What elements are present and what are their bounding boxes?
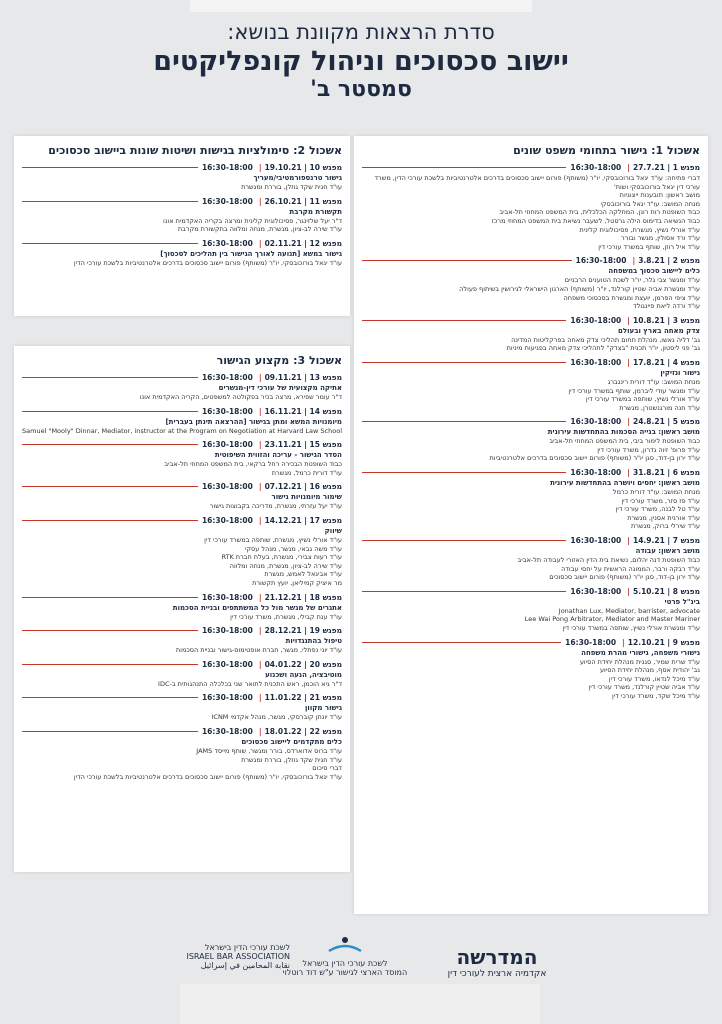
divider-line <box>22 731 198 732</box>
session-title: כלים מתקדמים ליישוב סכסוכים <box>241 737 342 746</box>
session-title: גישורי משפחה, גישורי מהרת משפחה <box>581 648 700 657</box>
session-speaker: מנחה המושב: עו"ד יגאל בורוכובסקי <box>600 199 700 208</box>
session-title: אתיקה מקצועית של עורכי דין-מגשרים <box>218 384 342 392</box>
session-speaker: מר איציק קמיליאן, יועץ תקשורת <box>252 578 342 587</box>
mediation-institute-name: לשכת עורכי הדין בישראל <box>302 959 388 968</box>
session-header <box>22 163 342 172</box>
separator: | <box>627 586 630 596</box>
session-time: 16:30-18:00 <box>570 315 622 325</box>
session-time: 16:30-18:00 <box>570 468 622 478</box>
separator: | <box>258 626 262 636</box>
separator: | <box>627 357 630 367</box>
session-speaker: מושב ראשון: תובענות ייצוגיות <box>619 191 700 200</box>
divider-line <box>22 597 198 598</box>
session-speaker: מנחת המושב: עו"ד דורית ריננברג <box>607 377 700 386</box>
session-title: צדק מאחה בארץ ובעולם <box>618 326 700 335</box>
divider-line <box>362 167 566 168</box>
session-number-date: מפגש 7 | 14.9.21 <box>633 536 700 546</box>
divider-line <box>362 540 566 541</box>
cluster-2-title: אשכול 2: סימולציות בגישות ושיטות שונות ביישוב סכסוכים <box>48 144 342 157</box>
separator: | <box>622 637 625 647</box>
session-title: מיומנויות המשא ומתן בגישור [ההרצאה תינתן בעברית] <box>165 417 342 426</box>
session-time: 16:30-18:00 <box>201 626 253 636</box>
separator: | <box>258 592 262 602</box>
separator: | <box>632 256 636 266</box>
session-number-date: מפגש 11 | 26.10.21 <box>264 196 342 206</box>
session-item <box>362 638 700 701</box>
session-item <box>362 417 700 463</box>
cluster-3-title: אשכול 3: מקצוע הגישור <box>216 354 342 367</box>
session-speaker: Lee Wai Pong Arbitrator, Mediator and Master Mariner <box>524 615 700 624</box>
session-time: 16:30-18:00 <box>570 357 622 367</box>
session-number-date: מפגש 4 | 17.8.21 <box>633 357 700 367</box>
session-header <box>22 197 342 206</box>
session-speaker: עו"ד אביגאל לאמש, מגשרת <box>264 570 342 579</box>
session-speaker: עו"ד ורד אסולין, מגשר ובורר <box>621 234 700 243</box>
session-number-date: מפגש 17 | 14.12.21 <box>264 515 342 525</box>
cluster-3-card <box>14 346 350 872</box>
session-header <box>22 593 342 602</box>
session-header <box>362 163 700 172</box>
session-number-date: מפגש 15 | 23.11.21 <box>264 440 342 450</box>
divider-line <box>22 444 198 445</box>
session-speaker: עו"ד ענת קבילי, מגשרת, משרד עורכי דין <box>230 612 342 621</box>
separator: | <box>258 482 262 492</box>
separator: | <box>258 238 262 248</box>
session-speaker: עו"ד ציפי הפרמן, יועצת ומגשרת בסכסוכי משפחה <box>563 293 700 302</box>
session-item <box>22 516 342 588</box>
session-speaker: עו"ד שירה לב-ציון, מגשרת, מנחה ומלווה בתקשורת מקרבת <box>177 225 342 234</box>
session-title: מושב ראשון: עבודה <box>635 547 700 556</box>
session-speaker: עו"ד יונתן קוברסקי, מגשר, מנהל אקדמי ICNM <box>211 713 342 722</box>
semester-label: סמסטר ב' <box>310 77 412 102</box>
session-number-date: מפגש 8 | 5.10.21 <box>633 586 700 596</box>
session-number-date: מפגש 12 | 02.11.21 <box>264 238 342 248</box>
session-speaker: עו"ד יעל עזרתי, מגשרת, מדריכה בקבוצות גישור <box>209 502 342 511</box>
session-header <box>362 468 700 477</box>
session-speaker: עו"ד ברוס אדוארדס, בורר ומגשר, שותף מייסד JAMS <box>196 746 342 755</box>
separator: | <box>258 515 262 525</box>
session-item <box>22 727 342 781</box>
divider-line <box>362 421 566 422</box>
session-number-date: מפגש 9 | 12.10.21 <box>627 637 700 647</box>
session-speaker: עו"ד אורלי נשיץ, מגשרת, שותפה במשרד עורכי דין <box>204 535 342 544</box>
session-title: טיפול בהתנגדויות <box>285 637 342 646</box>
session-time: 16:30-18:00 <box>201 515 253 525</box>
session-speaker: עו"ד אביה שטיין קורלנד, משרד עורכי דין <box>588 683 700 692</box>
session-speaker: ד"ר עומר שפירא, מרצה בכיר בפקולטה למשפטים, הקריה האקדמית אונו <box>139 393 342 401</box>
separator: | <box>627 417 630 427</box>
session-header <box>362 536 700 545</box>
session-speaker: עו"ד מיכל לנדאו, משרד עורכי דין <box>608 674 700 683</box>
session-time: 16:30-18:00 <box>201 373 253 382</box>
session-time: 16:30-18:00 <box>201 196 253 206</box>
session-header <box>22 373 342 382</box>
divider-line <box>362 642 561 643</box>
session-title: תקשורת מקרבת <box>289 207 342 216</box>
session-time: 16:30-18:00 <box>201 659 253 669</box>
logos-row <box>0 935 722 985</box>
session-speaker: כבוד השופטת הבכירה רחל ברקאי, בית המשפט המחוזי תל-אביב <box>164 460 342 469</box>
session-speaker: גב' דליה גאשו, מנהלת תחום תהליכי צדק מאחה בפרקליטות המדינה <box>511 335 700 344</box>
divider-line <box>22 697 198 698</box>
session-title: גישור ונזיקין <box>660 368 700 377</box>
divider-line <box>22 486 198 487</box>
session-speaker: עו"ד ומגשרת אורלי נשיץ, שותפה במשרד עורכי דין <box>562 624 700 632</box>
session-speaker: עו"ד אורלי נשיץ, שותפה במשרד עורכי דין <box>585 395 700 404</box>
session-item <box>22 163 342 192</box>
session-speaker: עו"ד אורנית אסנין, מגשרת <box>627 513 700 522</box>
session-item <box>362 163 700 251</box>
divider-line <box>362 260 572 261</box>
session-title: מושב ראשון: בנייה הסכמות בהתחדשות עירונית <box>547 428 700 437</box>
session-title: מושב ראשון: יחסים ויושרה בהתחדשות עירונית <box>550 479 700 488</box>
session-item <box>362 536 700 582</box>
session-speaker: עו"ד שירה לב-ציון, מגשרת, מנחה ומלווה <box>229 561 342 570</box>
session-speaker: עו"ד אורלי נשיץ, מגשרת, פסיכולוגית קלינית <box>579 225 700 234</box>
session-header <box>362 638 700 647</box>
session-header <box>22 440 342 449</box>
session-speaker: כבוד השופטת דנה יהלום, נשיאת בית הדין האזורי לעבודה תל-אביב <box>517 556 700 565</box>
session-item <box>22 593 342 622</box>
session-speaker: גב' יהודית אסף, מנהלת יחידת הסיוע <box>599 666 700 675</box>
divider-line <box>22 411 198 412</box>
divider-line <box>22 520 198 521</box>
session-header <box>22 660 342 669</box>
separator: | <box>627 468 630 478</box>
session-number-date: מפגש 21 | 11.01.22 <box>264 693 342 703</box>
session-speaker: עו"ד משה גבאי, מגשר, מנהל עסקי <box>244 544 342 553</box>
session-item <box>362 587 700 633</box>
divider-line <box>22 630 198 631</box>
session-title: הסדר הגישור - עריכה והזווית השיפוטית <box>214 451 342 460</box>
session-header <box>22 693 342 702</box>
session-time: 16:30-18:00 <box>570 536 622 546</box>
session-speaker: עו"ד רעות צבירי, מגשרת, בעלת חברת RTK <box>221 553 342 562</box>
session-speaker: עו"ד טל לבנה, משרד עורכי דין <box>615 505 700 514</box>
session-header <box>22 626 342 635</box>
session-title: גישור טרנספורמטיבי/מעריך <box>253 174 342 182</box>
session-item <box>22 440 342 477</box>
session-speaker: עו"ד יגאל בורוכובסקי, יו"ר (משותף) פורום יישוב סכסוכים בדרכים אלטרנטיביות בלשכת עורכי הדין <box>73 258 342 267</box>
cluster-1-sessions <box>362 163 700 701</box>
session-title: שימור מיומנויות גישור <box>271 493 342 502</box>
session-header <box>362 256 700 265</box>
session-speaker: עו"ד פרופ' זיוה גדרון, משרד עורכי דין <box>597 445 700 454</box>
session-speaker: עו"ד ומגשר עודי ליברמן, שותף במשרד עורכי דין <box>568 386 700 395</box>
madrasha-subtitle: אקדמיה ארצית לעורכי דין <box>447 969 547 979</box>
top-strip <box>190 0 532 12</box>
session-number-date: מפגש 18 | 21.12.21 <box>264 592 342 602</box>
session-speaker: ד"ר יעל שלזינגר, פסיכולוגית קלינית ומרצה בקריה האקדמית אונו <box>163 216 342 225</box>
session-number-date: מפגש 6 | 31.8.21 <box>633 468 700 478</box>
session-speaker: עו"ד ומגשרת אביה שטיין קורלנד, יו"ר (משותף) הארגון הישראלי לגירושין בשיתוף פעולה <box>459 284 700 293</box>
cluster-1-card <box>354 136 708 914</box>
session-item <box>22 482 342 511</box>
dove-icon <box>325 935 365 957</box>
session-header <box>22 516 342 525</box>
separator: | <box>258 163 262 172</box>
session-speaker: עו"ד ורדה ליאת פיינגולד <box>633 302 700 311</box>
session-item <box>362 468 700 531</box>
session-speaker: עו"ד דורית כרמל, מגשרת <box>271 468 342 477</box>
session-item <box>22 197 342 234</box>
session-header <box>22 407 342 416</box>
divider-line <box>362 472 566 473</box>
separator: | <box>258 196 262 206</box>
session-number-date: מפגש 3 | 10.8.21 <box>633 315 700 325</box>
session-speaker: כבוד הנשיאה בדימוס הילה גרסטל, לשעבר נשיאת בית המשפט המחוזי מרכז <box>491 216 700 225</box>
bar-association-ar: نقابة المحامين في إسرائيل <box>200 961 290 970</box>
session-speaker: עו"ד רבקה ורבר, הממונה הראשית על יחסי עבודה <box>561 564 700 573</box>
session-speaker: עו"ד שירלי ברוק, מגשרת <box>631 522 700 531</box>
session-time: 16:30-18:00 <box>201 238 253 248</box>
session-item <box>362 256 700 310</box>
separator: | <box>258 659 262 669</box>
divider-line <box>22 167 198 168</box>
session-speaker: עו"ד ירון בן-דוד, סגן יו"ר (משותף) פורום יישוב סכסוכים <box>549 573 700 582</box>
session-title: גישור במשא [תנועה לאורך הגישור בין תהליכים לסכסוך] <box>160 249 342 258</box>
session-item <box>22 239 342 268</box>
session-header <box>22 239 342 248</box>
session-speaker: דברי פתיחה: עו"ד יגאל בורוכובסקי, יו"ר (משותף) פורום יישוב סכסוכים בדרכים אלטרנטיביות בלשכת עורכי הדין, משרד עורכי דין יגאל בורוכובסקי ושות' <box>374 174 700 191</box>
madrasha-logo <box>432 945 562 979</box>
session-speaker: עו"ד יוני נפתלי, מגשר, חברת אופטימוס-גישור ובניית הסכמות <box>175 646 342 655</box>
session-speaker: מנחת המושב: עו"ד דורית כרמל <box>612 488 700 497</box>
session-speaker: דברי סיכום <box>312 764 342 773</box>
session-speaker: עו"ד פז סזר, משרד עורכי דין <box>621 496 700 505</box>
session-item <box>362 358 700 412</box>
session-time: 16:30-18:00 <box>201 693 253 703</box>
page-title: יישוב סכסוכים וניהול קונפליקטים <box>153 46 569 77</box>
divider-line <box>362 320 566 321</box>
session-speaker: כבוד השופטת לימור ביבי, בית המשפט המחוזי תל-אביב <box>549 437 700 446</box>
session-time: 16:30-18:00 <box>201 482 253 492</box>
session-item <box>22 373 342 402</box>
session-title: אתגרים של מגשר מול כל המשתתפים ובניית הסכמות <box>172 603 342 612</box>
session-title: כלים ליישוב סכסוך במשפחה <box>608 267 700 276</box>
session-number-date: מפגש 19 | 28.12.21 <box>264 626 342 636</box>
session-header <box>362 417 700 426</box>
session-speaker: ד"ר גיא הוכמן, ראש התכנית לתואר שני בכלכלה התנהגותית ב-IDC <box>158 679 342 688</box>
session-item <box>22 626 342 655</box>
session-speaker: עו"ד יגאל בורוכובסקי, יו"ר (משותף) פורום יישוב סכסוכים בדרכים אלטרנטיביות בלשכת עורכי הדין <box>73 772 342 781</box>
cluster-1-title: אשכול 1: גישור בתחומי משפט שונים <box>513 144 700 157</box>
session-header <box>362 316 700 325</box>
divider-line <box>362 362 566 363</box>
session-time: 16:30-18:00 <box>201 592 253 602</box>
bar-association-logo <box>180 943 290 970</box>
session-item <box>22 660 342 689</box>
session-item <box>22 693 342 722</box>
session-number-date: מפגש 22 | 18.01.22 <box>264 726 342 736</box>
separator: | <box>258 726 262 736</box>
bar-association-en: ISRAEL BAR ASSOCIATION <box>186 952 290 961</box>
session-title: בינ"ל פרטי <box>664 597 700 606</box>
mediation-institute-logo <box>280 935 410 977</box>
separator: | <box>258 406 262 416</box>
session-number-date: מפגש 5 | 24.8.21 <box>633 417 700 427</box>
divider-line <box>22 201 198 202</box>
divider-line <box>22 664 198 665</box>
divider-line <box>22 377 198 378</box>
session-speaker: עו"ד חנה מורגנשטרן, מגשרת <box>619 403 700 412</box>
session-speaker: גב' פני ליסטון, יו"ר תכנית "בצדק" לתהליכי צדק מאחה בפגיעות מיניות <box>506 344 700 353</box>
divider-line <box>362 591 566 592</box>
session-header <box>22 727 342 736</box>
session-time: 16:30-18:00 <box>201 440 253 450</box>
mediation-institute-subtitle: המוסד הארצי לגישור ע"ש דוד רוטלוי <box>282 968 408 977</box>
session-number-date: מפגש 2 | 3.8.21 <box>638 256 700 266</box>
cluster-2-sessions <box>22 163 342 267</box>
session-header <box>362 587 700 596</box>
bar-association-he: לשכת עורכי הדין בישראל <box>204 943 290 952</box>
session-time: 16:30-18:00 <box>570 163 622 172</box>
session-item <box>22 407 342 436</box>
session-number-date: מפגש 14 | 16.11.21 <box>264 406 342 416</box>
session-speaker: עו"ד איל רוזן, שותף במשרד עורכי דין <box>598 242 700 251</box>
series-subtitle: סדרת הרצאות מקוונת בנושא: <box>227 20 495 44</box>
session-title: גישור מקוון <box>305 704 342 713</box>
session-speaker: עו"ד ומגשר צבי גלר, יו"ר לשכת הטוענים הרבניים <box>564 276 700 285</box>
session-speaker: Samuel "Mooly" Dinnar, Mediator, instructor at the Program on Negotiation at Harvard Law School <box>22 426 342 435</box>
separator: | <box>258 373 262 382</box>
separator: | <box>627 536 630 546</box>
separator: | <box>627 315 630 325</box>
session-time: 16:30-18:00 <box>570 417 622 427</box>
session-number-date: מפגש 13 | 09.11.21 <box>264 373 342 382</box>
separator: | <box>627 163 630 172</box>
madrasha-name: המדרשה <box>456 945 538 969</box>
cluster-2-card <box>14 136 350 316</box>
session-number-date: מפגש 16 | 07.12.21 <box>264 482 342 492</box>
separator: | <box>258 693 262 703</box>
separator: | <box>258 440 262 450</box>
footer-strip <box>180 984 540 1024</box>
session-speaker: עו"ד מיכל שקד, משרד עורכי דין <box>612 691 700 700</box>
session-speaker: עו"ד חגית שקד גוזלן, בוררת ומגשרת <box>241 755 342 764</box>
session-speaker: עו"ד חגית שקד גוזלן, בוררת ומגשרת <box>241 183 342 191</box>
session-time: 16:30-18:00 <box>201 726 253 736</box>
session-number-date: מפגש 20 | 04.01.22 <box>264 659 342 669</box>
cluster-3-sessions <box>22 373 342 781</box>
session-number-date: מפגש 10 | 19.10.21 <box>264 163 342 172</box>
divider-line <box>22 243 198 244</box>
session-time: 16:30-18:00 <box>565 637 617 647</box>
session-title: מוטיבציה, הנעה ושכנוע <box>265 670 342 679</box>
session-title: שיווק <box>324 526 342 535</box>
session-time: 16:30-18:00 <box>201 163 253 172</box>
session-item <box>362 316 700 353</box>
session-time: 16:30-18:00 <box>575 256 627 266</box>
session-speaker: עו"ד ירון בן-דוד, סגן יו"ר (משותף) פורום יישוב סכסוכים בדרכים אלטרנטיביות <box>489 454 700 463</box>
session-header <box>362 358 700 367</box>
session-speaker: עו"ד שרית שמיר, סגנית מנהלת יחידת הסיוע <box>579 657 700 666</box>
session-header <box>22 482 342 491</box>
session-speaker: Jonathan Lux, Mediator, barrister, advocate <box>558 606 700 615</box>
page-header <box>0 18 722 102</box>
session-time: 16:30-18:00 <box>201 406 253 416</box>
session-speaker: כבוד השופטת רות רונן, המחלקה הכלכלית, בית המשפט המחוזי תל-אביב <box>499 208 700 217</box>
session-number-date: מפגש 1 | 27.7.21 <box>633 163 700 172</box>
session-time: 16:30-18:00 <box>570 586 622 596</box>
